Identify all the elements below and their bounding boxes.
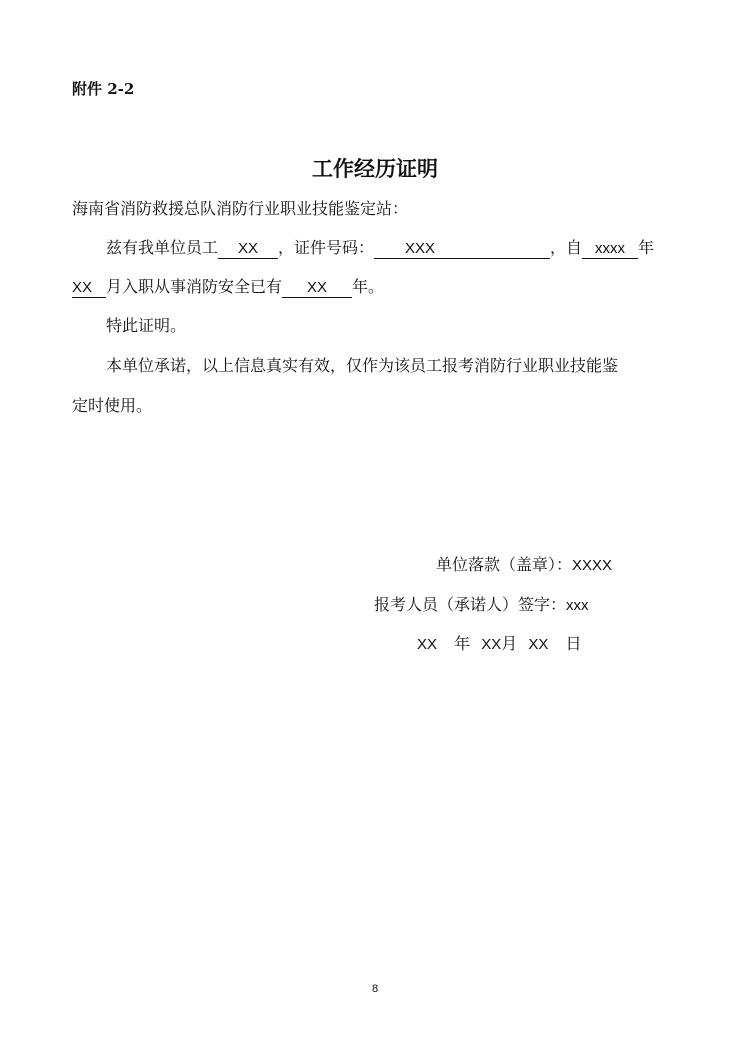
- certify-text: 特此证明。: [106, 316, 187, 335]
- text-segment: ，自: [550, 238, 583, 257]
- unit-stamp-line: [436, 552, 612, 575]
- id-number-value: XXX: [405, 240, 436, 257]
- text-segment: 兹有我单位员工: [106, 238, 219, 257]
- start-month-field: XX: [72, 279, 106, 298]
- date-day: XX: [528, 636, 549, 653]
- document-title: 工作经历证明: [312, 157, 438, 181]
- text-segment: 年: [638, 238, 655, 257]
- text-segment: 年。: [352, 277, 385, 296]
- day-char: 日: [565, 634, 582, 653]
- applicant-signature-line: [374, 592, 589, 615]
- applicant-signature-value: xxx: [566, 597, 589, 614]
- date-year: XX: [417, 636, 438, 653]
- body-line-1: [106, 238, 654, 259]
- year-char: 年: [454, 634, 471, 653]
- employee-name-field: XX: [218, 240, 278, 259]
- start-year-field: xxxx: [582, 240, 638, 259]
- promise-line-2: 定时使用。: [72, 396, 153, 415]
- unit-stamp-value: XXXX: [572, 557, 613, 574]
- addressee: 海南省消防救援总队消防行业职业技能鉴定站：: [72, 199, 409, 218]
- applicant-signature-label: 报考人员（承诺人）签字：: [374, 595, 567, 614]
- body-line-2: [72, 277, 384, 298]
- promise-line-1: 本单位承诺，以上信息真实有效，仅作为该员工报考消防行业职业技能鉴: [106, 356, 619, 375]
- attachment-label: 附件 2-2: [72, 80, 135, 98]
- years-field: XX: [282, 279, 352, 298]
- page-number: 8: [371, 983, 379, 995]
- text-segment: 月入职从事消防安全已有: [106, 277, 283, 296]
- id-number-field: [374, 240, 550, 259]
- text-segment: ，证件号码：: [278, 238, 375, 257]
- month-char: 月: [501, 634, 518, 653]
- signature-date: [417, 631, 581, 654]
- date-month: XX: [481, 636, 502, 653]
- unit-stamp-label: 单位落款（盖章）：: [436, 555, 573, 574]
